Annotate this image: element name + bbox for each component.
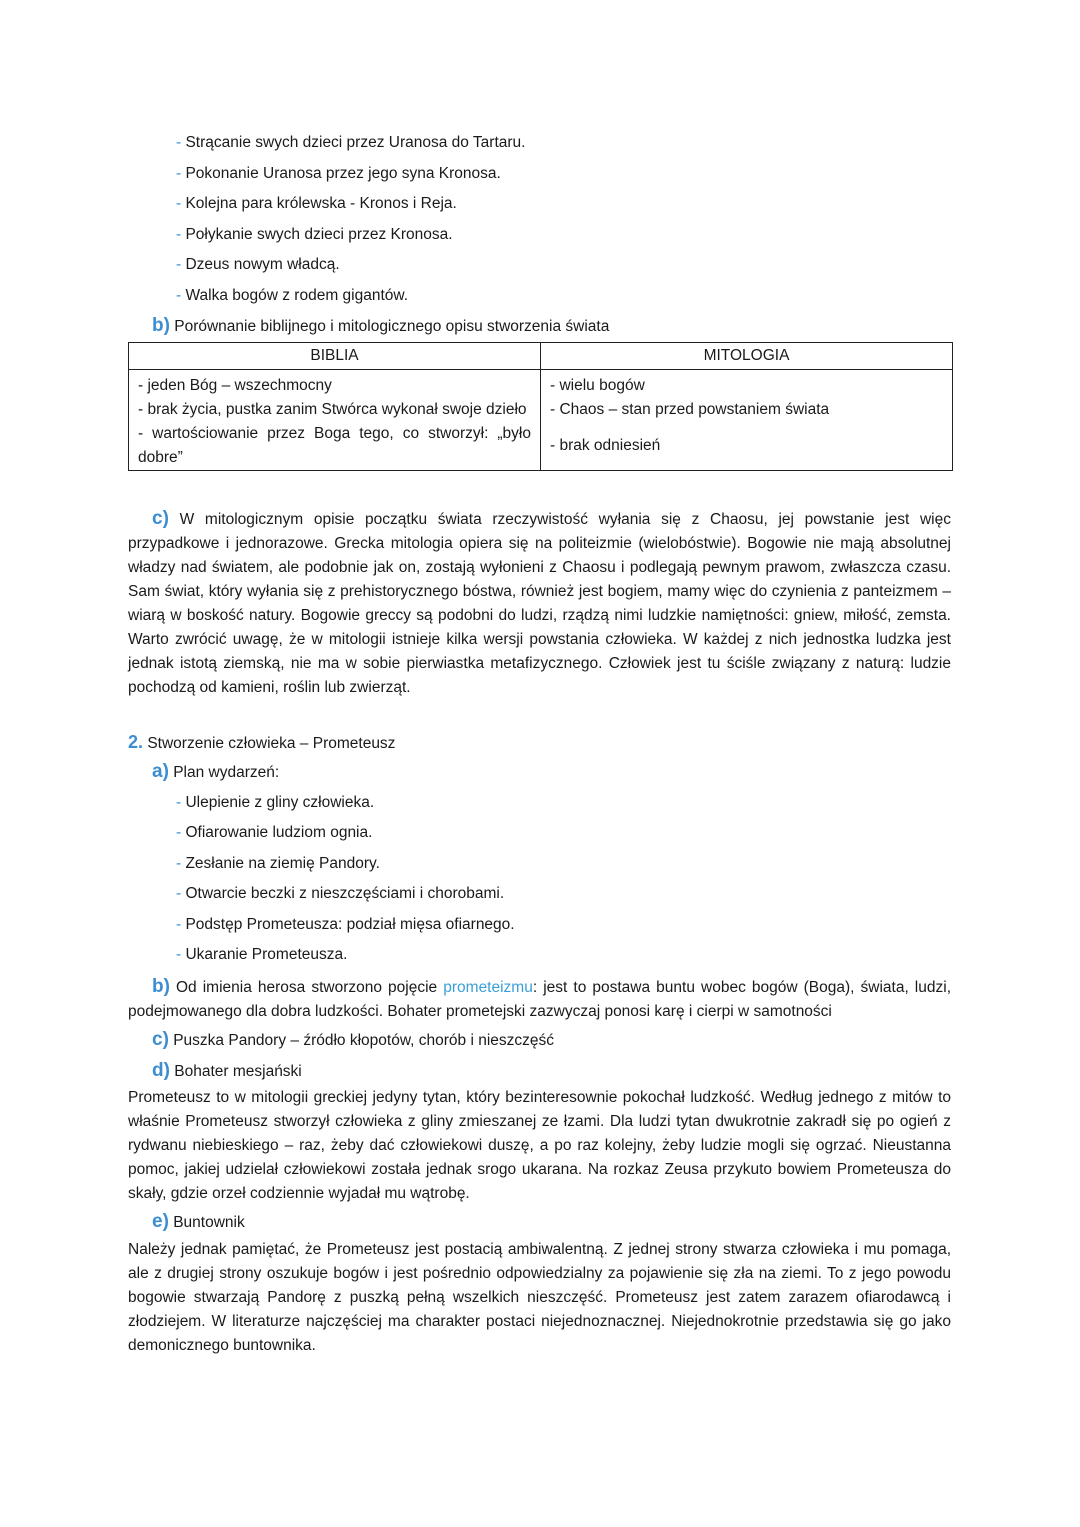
list-item-text: Ukaranie Prometeusza. — [185, 946, 348, 963]
list-item — [176, 915, 515, 935]
dash-bullet: - — [176, 226, 186, 243]
dash-bullet: - — [176, 256, 186, 273]
cell-text: - Chaos – stan przed powstaniem świata — [550, 401, 830, 418]
subsection-letter: b) — [152, 315, 170, 336]
subsection-b-heading — [152, 315, 609, 338]
subsection-title: Porównanie biblijnego i mitologicznego opisu stworzenia świata — [174, 318, 610, 335]
dash-bullet: - — [176, 824, 186, 841]
subsection-2e-heading — [152, 1211, 245, 1234]
subsection-2d-heading — [152, 1060, 302, 1083]
dash-bullet: - — [176, 855, 186, 872]
cell-text: - brak odniesień — [550, 437, 661, 454]
list-item-text: Zesłanie na ziemię Pandory. — [185, 855, 380, 872]
list-item — [176, 225, 453, 245]
paragraph-text: Prometeusz to w mitologii greckiej jedyny tytan, który bezinteresownie pokochał ludzkość. Według jednego z mitów to właśnie Prometeusz stworzył człowieka z gliny zmieszanej ze łzami. Dla ludzi tytan dwukrotnie zakradł się po ogień z rydwanu niebieskiego – raz, żeby dać człowiekowi duszę, a po raz kolejny, żeby ludzie mogli się ogrzać. Nieustanna pomoc, jakiej udzielał człowiekowi została jednak srogo ukarana. Na rozkaz Zeusa przykuto bowiem Prometeusza do skały, gdzie orzeł codziennie wyjadał mu wątrobę. — [128, 1089, 951, 1202]
list-item-text: Dzeus nowym władcą. — [185, 256, 340, 273]
list-item-text: Ulepienie z gliny człowieka. — [185, 794, 375, 811]
dash-bullet: - — [176, 195, 186, 212]
table-header-row — [129, 343, 953, 370]
comparison-table — [128, 342, 953, 471]
list-item — [176, 884, 504, 904]
paragraph-2d — [128, 1086, 951, 1206]
paragraph-text: Należy jednak pamiętać, że Prometeusz jest postacią ambiwalentną. Z jednej strony stwarza człowieka i mu pomaga, ale z drugiej strony oszukuje bogów i jest pośrednio odpowiedzialny za pojawienie się zła na ziemi. To z jego powodu bogowie stwarzają Pandorę z puszką pełną wszelkich nieszczęść. Prometeusz jest zatem zarazem ofiarodawcą i złodziejem. W literaturze najczęściej ma charakter postaci niejednoznacznej. Niejednokrotnie przedstawia się go jako demonicznego buntownika. — [128, 1241, 951, 1354]
subsection-letter: c) — [152, 508, 169, 529]
subsection-2c-heading — [152, 1029, 554, 1052]
section-2-heading — [128, 731, 395, 755]
list-item — [176, 945, 347, 965]
section-title: Stworzenie człowieka – Prometeusz — [147, 735, 396, 752]
list-item-text: Pokonanie Uranosa przez jego syna Kronosa. — [185, 165, 501, 182]
list-item — [176, 133, 525, 153]
cell-text: - wielu bogów — [550, 377, 645, 394]
dash-bullet: - — [176, 287, 186, 304]
list-item-text: Strącanie swych dzieci przez Uranosa do Tartaru. — [185, 134, 526, 151]
list-item — [176, 793, 374, 813]
dash-bullet: - — [176, 916, 186, 933]
subsection-title: Puszka Pandory – źródło kłopotów, chorób i nieszczęść — [173, 1032, 555, 1049]
cell-text: - jeden Bóg – wszechmocny — [138, 377, 332, 394]
prometeizm-term: prometeizmu — [443, 979, 533, 996]
list-item — [176, 286, 408, 306]
dash-bullet: - — [176, 134, 186, 151]
paragraph-2e — [128, 1238, 951, 1358]
list-item — [176, 823, 372, 843]
list-item — [176, 255, 340, 275]
dash-bullet: - — [176, 946, 186, 963]
table-cell — [541, 370, 953, 399]
table-cell — [129, 398, 541, 422]
subsection-title: Bohater mesjański — [174, 1063, 302, 1080]
paragraph-c — [128, 507, 951, 700]
list-item — [176, 164, 501, 184]
paragraph-text: : jest to postawa buntu wobec bogów (Boga), świata, ludzi, podejmowanego dla dobra ludzkości. Bohater prometejski zazwyczaj ponosi karę i cierpi w samotności — [128, 979, 951, 1020]
list-item-text: Podstęp Prometeusza: podział mięsa ofiarnego. — [185, 916, 515, 933]
table-row — [129, 398, 953, 422]
dash-bullet: - — [176, 885, 186, 902]
section-number: 2. — [128, 732, 144, 752]
subsection-letter: b) — [152, 976, 170, 997]
subsection-letter: d) — [152, 1060, 170, 1081]
subsection-letter: a) — [152, 761, 169, 782]
subsection-letter: e) — [152, 1211, 169, 1232]
list-item-text: Kolejna para królewska - Kronos i Reja. — [185, 195, 457, 212]
paragraph-2b — [128, 975, 951, 1024]
table-header-mitologia: MITOLOGIA — [541, 343, 953, 370]
table-row — [129, 370, 953, 399]
cell-text: - brak życia, pustka zanim Stwórca wykonał swoje dzieło — [138, 401, 527, 418]
paragraph-text: W mitologicznym opisie początku świata rzeczywistość wyłania się z Chaosu, jej powstanie jest więc przypadkowe i jednorazowe. Grecka mitologia opiera się na politeizmie (wielobóstwie). Bogowie nie mają absolutnej władzy nad światem, ale podobnie jak on, zostają wyłonieni z Chaosu i podlegają pewnym prawom, zwłaszcza czasu. Sam świat, który wyłania się z prehistorycznego bóstwa, również jest bogiem, mamy więc do czynienia z panteizmem – wiarą w boskość natury. Bogowie greccy są podobni do ludzi, rządzą nimi ludzkie namiętności: gniew, miłość, zemsta. Warto zwrócić uwagę, że w mitologii istnieje kilka wersji powstania człowieka. W każdej z nich jednostka ludzka jest jednak istotą ziemską, nie ma w sobie pierwiastka metafizycznego. Człowiek jest tu ściśle związany z naturą: ludzie pochodzą od kamieni, roślin lub zwierząt. — [128, 511, 951, 696]
table-cell — [541, 422, 953, 471]
list-item — [176, 854, 380, 874]
subsection-2a-heading — [152, 761, 279, 784]
table-cell — [129, 370, 541, 399]
paragraph-text: Od imienia herosa stworzono pojęcie — [176, 979, 444, 996]
dash-bullet: - — [176, 165, 186, 182]
list-item — [176, 194, 457, 214]
dash-bullet: - — [176, 794, 186, 811]
list-item-text: Otwarcie beczki z nieszczęściami i chorobami. — [185, 885, 505, 902]
table-cell — [129, 422, 541, 471]
subsection-title: Plan wydarzeń: — [173, 764, 280, 781]
subsection-letter: c) — [152, 1029, 169, 1050]
table-row — [129, 422, 953, 471]
list-item-text: Walka bogów z rodem gigantów. — [185, 287, 409, 304]
list-item-text: Ofiarowanie ludziom ognia. — [185, 824, 373, 841]
subsection-title: Buntownik — [173, 1214, 245, 1231]
list-item-text: Połykanie swych dzieci przez Kronosa. — [185, 226, 453, 243]
cell-text: - wartościowanie przez Boga tego, co stworzył: „było dobre” — [138, 425, 531, 466]
table-cell — [541, 398, 953, 422]
table-header-biblia: BIBLIA — [129, 343, 541, 370]
